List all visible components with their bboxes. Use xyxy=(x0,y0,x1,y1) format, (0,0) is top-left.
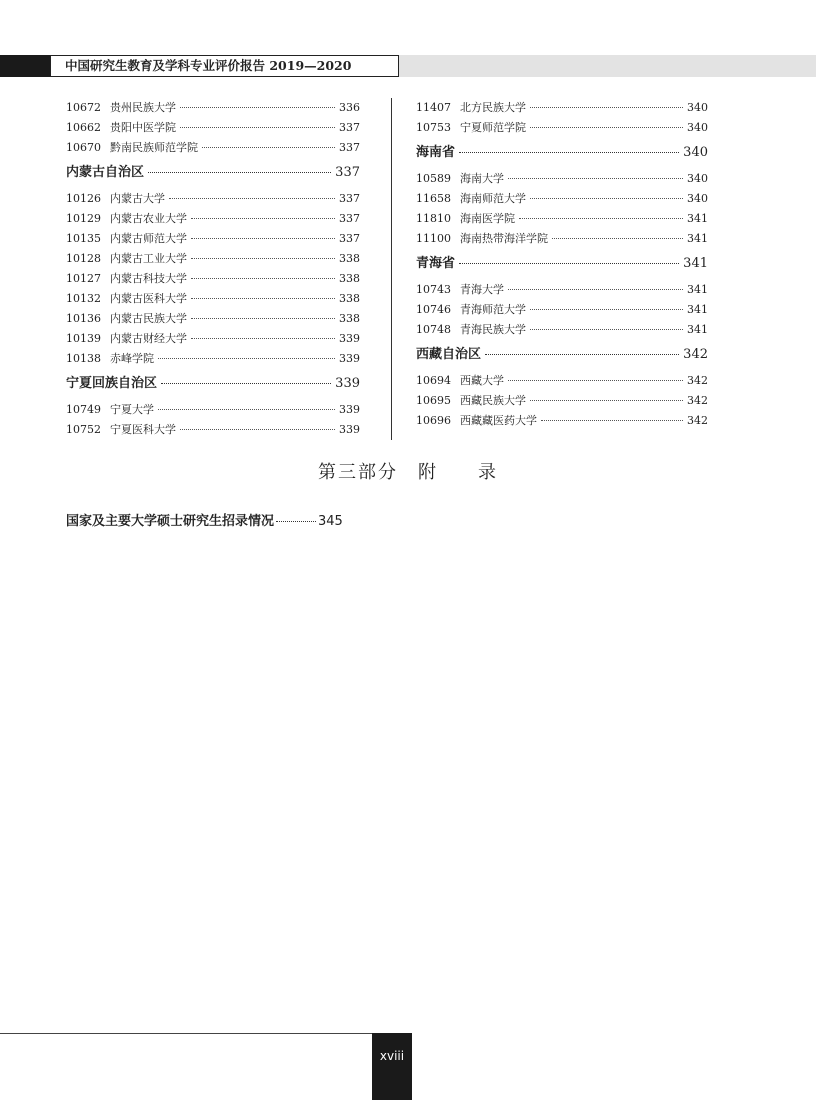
toc-page-number: 338 xyxy=(339,252,360,265)
toc-entry[interactable] xyxy=(416,169,708,189)
toc-page-number: 337 xyxy=(339,212,360,225)
toc-entry[interactable] xyxy=(416,209,708,229)
leader-dots xyxy=(508,178,683,179)
toc-entry-name: 海南热带海洋学院 xyxy=(460,232,548,245)
toc-page-number: 338 xyxy=(339,272,360,285)
leader-dots xyxy=(158,409,335,410)
toc-entry[interactable] xyxy=(66,189,360,209)
leader-dots xyxy=(158,358,335,359)
toc-entry[interactable] xyxy=(66,98,360,118)
toc-page-number: 339 xyxy=(335,376,360,391)
leader-dots xyxy=(191,258,335,259)
toc-page-number: 339 xyxy=(339,403,360,416)
toc-section-heading[interactable] xyxy=(416,251,708,277)
toc-entry-code: 11658 xyxy=(416,192,451,205)
toc-appendix-entry[interactable] xyxy=(66,510,366,529)
toc-entry[interactable] xyxy=(416,371,708,391)
toc-page-number: 339 xyxy=(339,352,360,365)
toc-page-number: 337 xyxy=(339,121,360,134)
leader-dots xyxy=(530,198,683,199)
toc-entry-name: 赤峰学院 xyxy=(110,352,154,365)
toc-entry-name: 贵阳中医学院 xyxy=(110,121,176,134)
toc-entry[interactable] xyxy=(66,349,360,369)
toc-entry[interactable] xyxy=(416,411,708,431)
toc-entry-code: 10752 xyxy=(66,423,101,436)
toc-section-heading[interactable] xyxy=(416,342,708,368)
toc-entry[interactable] xyxy=(66,329,360,349)
toc-entry-name: 青海大学 xyxy=(460,283,504,296)
toc-entry[interactable] xyxy=(66,118,360,138)
toc-entry[interactable] xyxy=(66,229,360,249)
leader-dots xyxy=(530,127,683,128)
toc-entry-name: 内蒙古民族大学 xyxy=(110,312,187,325)
toc-entry-name: 西藏大学 xyxy=(460,374,504,387)
toc-entry-code: 10136 xyxy=(66,312,101,325)
column-divider xyxy=(391,98,392,440)
leader-dots xyxy=(530,309,683,310)
toc-entry-code: 10748 xyxy=(416,323,451,336)
leader-dots xyxy=(180,429,335,430)
toc-page-number: 338 xyxy=(339,312,360,325)
toc-section-name: 海南省 xyxy=(416,145,456,160)
toc-entry-code: 10127 xyxy=(66,272,101,285)
toc-entry-name: 宁夏师范学院 xyxy=(460,121,526,134)
leader-dots xyxy=(191,338,335,339)
toc-appendix-name: 国家及主要大学硕士研究生招录情况 xyxy=(66,514,275,529)
toc-entry-name: 内蒙古科技大学 xyxy=(110,272,187,285)
toc-entry-name: 海南大学 xyxy=(460,172,504,185)
toc-section-heading[interactable] xyxy=(416,140,708,166)
leader-dots xyxy=(530,400,683,401)
running-header xyxy=(0,55,816,77)
toc-entry-code: 11100 xyxy=(416,232,451,245)
toc-page-number: 339 xyxy=(339,332,360,345)
toc-entry-code: 10695 xyxy=(416,394,451,407)
leader-dots xyxy=(148,172,331,173)
toc-entry[interactable] xyxy=(416,280,708,300)
leader-dots xyxy=(459,152,679,153)
toc-page-number: 342 xyxy=(683,347,708,362)
toc-section-name: 内蒙古自治区 xyxy=(66,165,145,180)
toc-entry[interactable] xyxy=(66,309,360,329)
toc-entry-name: 青海师范大学 xyxy=(460,303,526,316)
footer-page-number: xviii xyxy=(372,1033,412,1100)
header-black-block xyxy=(0,55,50,77)
leader-dots xyxy=(191,278,335,279)
leader-dots xyxy=(202,147,335,148)
toc-entry-name: 内蒙古农业大学 xyxy=(110,212,187,225)
toc-entry-code: 10696 xyxy=(416,414,451,427)
toc-page-number: 342 xyxy=(687,394,708,407)
toc-entry-name: 青海民族大学 xyxy=(460,323,526,336)
toc-right-column xyxy=(416,98,708,431)
toc-page-number: 338 xyxy=(339,292,360,305)
toc-entry[interactable] xyxy=(416,391,708,411)
toc-entry-code: 10589 xyxy=(416,172,451,185)
toc-page-number: 339 xyxy=(339,423,360,436)
toc-page-number: 342 xyxy=(687,374,708,387)
toc-page-number: 340 xyxy=(687,121,708,134)
leader-dots xyxy=(508,380,683,381)
toc-entry-name: 内蒙古大学 xyxy=(110,192,165,205)
toc-entry-name: 宁夏大学 xyxy=(110,403,154,416)
toc-entry-name: 黔南民族师范学院 xyxy=(110,141,198,154)
leader-dots xyxy=(459,263,679,264)
toc-page-number: 337 xyxy=(339,141,360,154)
toc-entry-code: 10126 xyxy=(66,192,101,205)
leader-dots xyxy=(530,107,683,108)
toc-entry-code: 10743 xyxy=(416,283,451,296)
toc-page-number: 340 xyxy=(687,172,708,185)
toc-entry-code: 10749 xyxy=(66,403,101,416)
toc-entry-code: 10753 xyxy=(416,121,451,134)
toc-entry[interactable] xyxy=(66,209,360,229)
toc-entry-name: 北方民族大学 xyxy=(460,101,526,114)
toc-entry-name: 宁夏医科大学 xyxy=(110,423,176,436)
toc-entry[interactable] xyxy=(416,189,708,209)
toc-page-number: 336 xyxy=(339,101,360,114)
toc-entry-code: 10138 xyxy=(66,352,101,365)
toc-entry-name: 内蒙古工业大学 xyxy=(110,252,187,265)
toc-section-heading[interactable] xyxy=(66,160,360,186)
toc-entry-code: 11407 xyxy=(416,101,451,114)
leader-dots xyxy=(541,420,683,421)
toc-section-heading[interactable] xyxy=(66,371,360,397)
leader-dots xyxy=(530,329,683,330)
toc-page-number: 341 xyxy=(687,232,708,245)
toc-entry[interactable] xyxy=(416,320,708,340)
toc-entry-code: 10139 xyxy=(66,332,101,345)
toc-entry-code: 10672 xyxy=(66,101,101,114)
toc-page-number: 340 xyxy=(687,101,708,114)
toc-page-number: 341 xyxy=(683,256,708,271)
toc-entry-name: 西藏民族大学 xyxy=(460,394,526,407)
toc-entry-code: 11810 xyxy=(416,212,451,225)
toc-entry[interactable] xyxy=(66,400,360,420)
toc-entry-code: 10132 xyxy=(66,292,101,305)
leader-dots xyxy=(485,354,679,355)
leader-dots xyxy=(508,289,683,290)
toc-entry-name: 贵州民族大学 xyxy=(110,101,176,114)
toc-section-name: 西藏自治区 xyxy=(416,347,482,362)
toc-entry-code: 10670 xyxy=(66,141,101,154)
toc-page-number: 341 xyxy=(687,303,708,316)
toc-entry-name: 海南师范大学 xyxy=(460,192,526,205)
toc-page-number: 342 xyxy=(687,414,708,427)
leader-dots xyxy=(180,107,335,108)
toc-page-number: 340 xyxy=(683,145,708,160)
header-title: 中国研究生教育及学科专业评价报告 2019—2020 xyxy=(50,55,399,77)
toc-page-number: 337 xyxy=(339,192,360,205)
header-gray-band xyxy=(399,55,816,77)
toc-entry[interactable] xyxy=(66,420,360,440)
toc-entry[interactable] xyxy=(66,138,360,158)
toc-entry-name: 西藏藏医药大学 xyxy=(460,414,537,427)
toc-entry[interactable] xyxy=(66,269,360,289)
toc-page-number: 341 xyxy=(687,283,708,296)
toc-entry[interactable] xyxy=(66,289,360,309)
toc-page-number: 337 xyxy=(335,165,360,180)
toc-entry[interactable] xyxy=(416,98,708,118)
leader-dots xyxy=(180,127,335,128)
toc-page-number: 340 xyxy=(687,192,708,205)
toc-entry-code: 10128 xyxy=(66,252,101,265)
leader-dots xyxy=(191,238,335,239)
part-title: 第三部分 附 录 xyxy=(318,462,498,483)
toc-entry-code: 10746 xyxy=(416,303,451,316)
toc-entry-code: 10694 xyxy=(416,374,451,387)
toc-section-name: 青海省 xyxy=(416,256,456,271)
toc-entry[interactable] xyxy=(416,229,708,249)
footer-rule xyxy=(0,1033,372,1034)
toc-entry-code: 10662 xyxy=(66,121,101,134)
toc-page-number: 341 xyxy=(687,212,708,225)
toc-entry-name: 内蒙古医科大学 xyxy=(110,292,187,305)
toc-left-column xyxy=(66,98,360,440)
toc-entry-code: 10135 xyxy=(66,232,101,245)
toc-page-number: 337 xyxy=(339,232,360,245)
toc-entry[interactable] xyxy=(66,249,360,269)
leader-dots xyxy=(519,218,683,219)
toc-entry[interactable] xyxy=(416,118,708,138)
leader-dots xyxy=(191,298,335,299)
toc-entry[interactable] xyxy=(416,300,708,320)
leader-dots xyxy=(552,238,683,239)
toc-page-number: 341 xyxy=(687,323,708,336)
toc-section-name: 宁夏回族自治区 xyxy=(66,376,158,391)
toc-appendix-page: 345 xyxy=(318,514,343,529)
toc-entry-name: 内蒙古财经大学 xyxy=(110,332,187,345)
toc-entry-name: 内蒙古师范大学 xyxy=(110,232,187,245)
leader-dots xyxy=(169,198,335,199)
leader-dots xyxy=(191,318,335,319)
leader-dots xyxy=(161,383,331,384)
leader-dots xyxy=(191,218,335,219)
toc-entry-code: 10129 xyxy=(66,212,101,225)
toc-entry-name: 海南医学院 xyxy=(460,212,515,225)
leader-dots xyxy=(276,521,316,522)
